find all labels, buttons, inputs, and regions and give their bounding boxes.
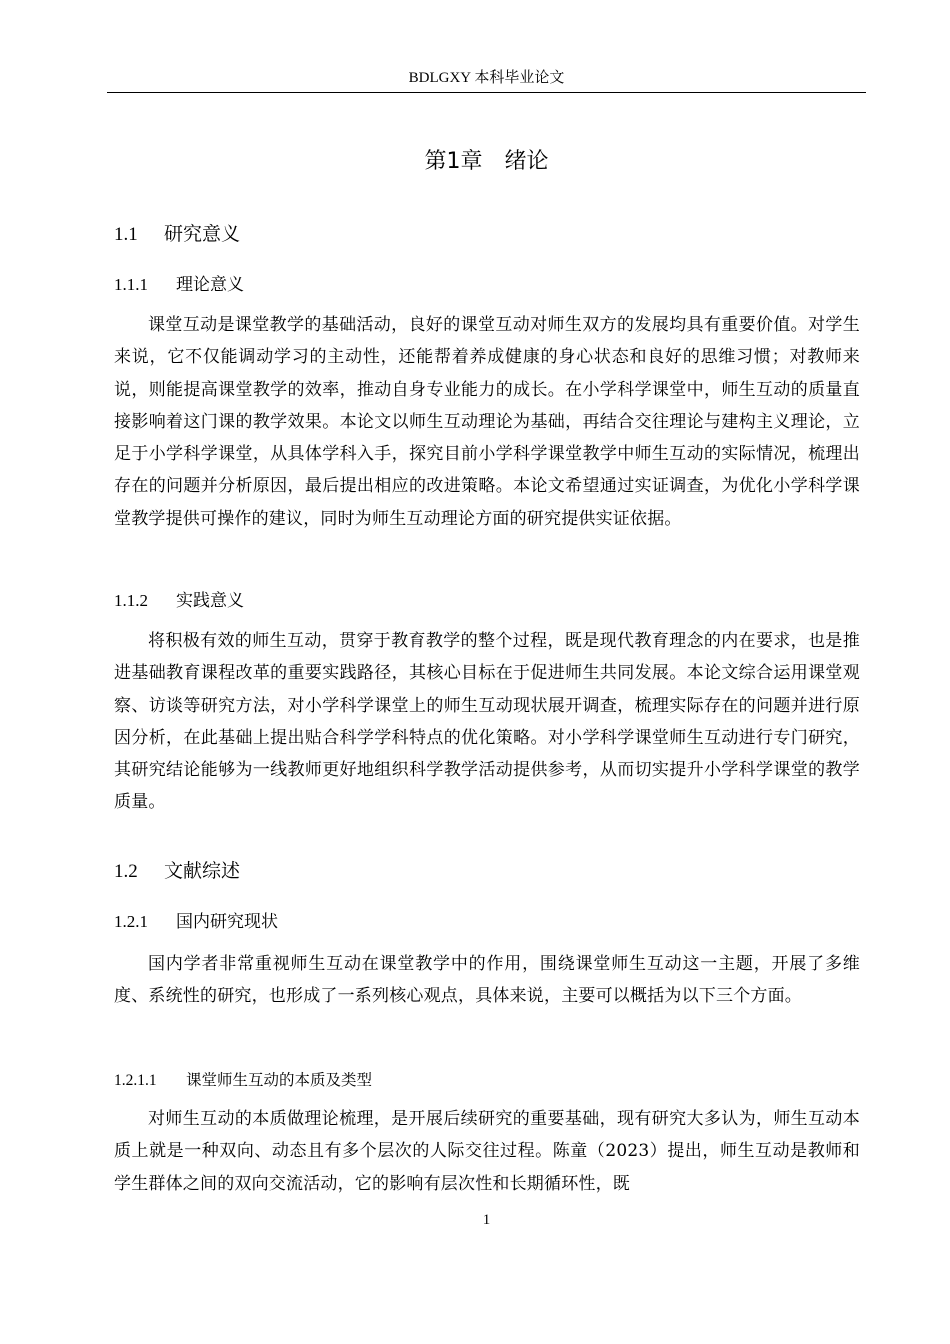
section-title: 研究意义 — [164, 223, 241, 245]
page-number: 1 — [482, 1212, 491, 1228]
section-number: 1.1.1 — [114, 275, 148, 294]
page-header: BDLGXY 本科毕业论文 — [408, 70, 565, 86]
header-rule — [107, 92, 866, 93]
section-heading-1-1 — [114, 220, 240, 249]
chapter-title: 第1章 绪论 — [424, 149, 549, 174]
paragraph-theoretical-significance: 课堂互动是课堂教学的基础活动，良好的课堂互动对师生双方的发展均具有重要价值。对学生来说，它不仅能调动学习的主动性，还能帮着养成健康的身心状态和良好的思维习惯；对教师来说，则能提高课堂教学的效率，推动自身专业能力的成长。在小学科学课堂中，师生互动的质量直接影响着这门课的教学效果。本论文以师生互动理论为基础，再结合交往理论与建构主义理论，立足于小学科学课堂，从具体学科入手，探究目前小学科学课堂教学中师生互动的实际情况，梳理出存在的问题并分析原因，最后提出相应的改进策略。本论文希望通过实证调查，为优化小学科学课堂教学提供可操作的建议，同时为师生互动理论方面的研究提供实证依据。 — [114, 315, 860, 529]
section-number: 1.2 — [114, 861, 138, 882]
section-number: 1.1 — [114, 224, 138, 245]
section-number: 1.2.1 — [114, 912, 148, 931]
section-title: 理论意义 — [176, 275, 244, 295]
subsection-heading-1-2-1 — [114, 909, 278, 935]
section-title: 文献综述 — [164, 860, 241, 882]
subsection-heading-1-1-1 — [114, 272, 244, 298]
paragraph-interaction-nature: 对师生互动的本质做理论梳理，是开展后续研究的重要基础，现有研究大多认为，师生互动本质上就是一种双向、动态且有多个层次的人际交往过程。陈童（2023）提出，师生互动是教师和学生群体之间的双向交流活动，它的影响有层次性和长期循环性，既 — [114, 1109, 860, 1194]
section-title: 课堂师生互动的本质及类型 — [186, 1071, 373, 1089]
section-title: 实践意义 — [176, 591, 244, 611]
section-heading-1-2 — [114, 857, 240, 886]
subsubsection-heading-1-2-1-1 — [114, 1068, 372, 1093]
paragraph-practical-significance: 将积极有效的师生互动，贯穿于教育教学的整个过程，既是现代教育理念的内在要求，也是推进基础教育课程改革的重要实践路径，其核心目标在于促进师生共同发展。本论文综合运用课堂观察、访谈等研究方法，对小学科学课堂上的师生互动现状展开调查，梳理实际存在的问题并进行原因分析，在此基础上提出贴合科学学科特点的优化策略。对小学科学课堂师生互动进行专门研究，其研究结论能够为一线教师更好地组织科学教学活动提供参考，从而切实提升小学科学课堂的教学质量。 — [114, 631, 860, 813]
section-number: 1.1.2 — [114, 591, 148, 610]
subsection-heading-1-1-2 — [114, 588, 244, 614]
section-number: 1.2.1.1 — [114, 1072, 157, 1089]
paragraph-domestic-research: 国内学者非常重视师生互动在课堂教学中的作用，围绕课堂师生互动这一主题，开展了多维度、系统性的研究，也形成了一系列核心观点，具体来说，主要可以概括为以下三个方面。 — [114, 954, 860, 1007]
section-title: 国内研究现状 — [176, 912, 278, 932]
